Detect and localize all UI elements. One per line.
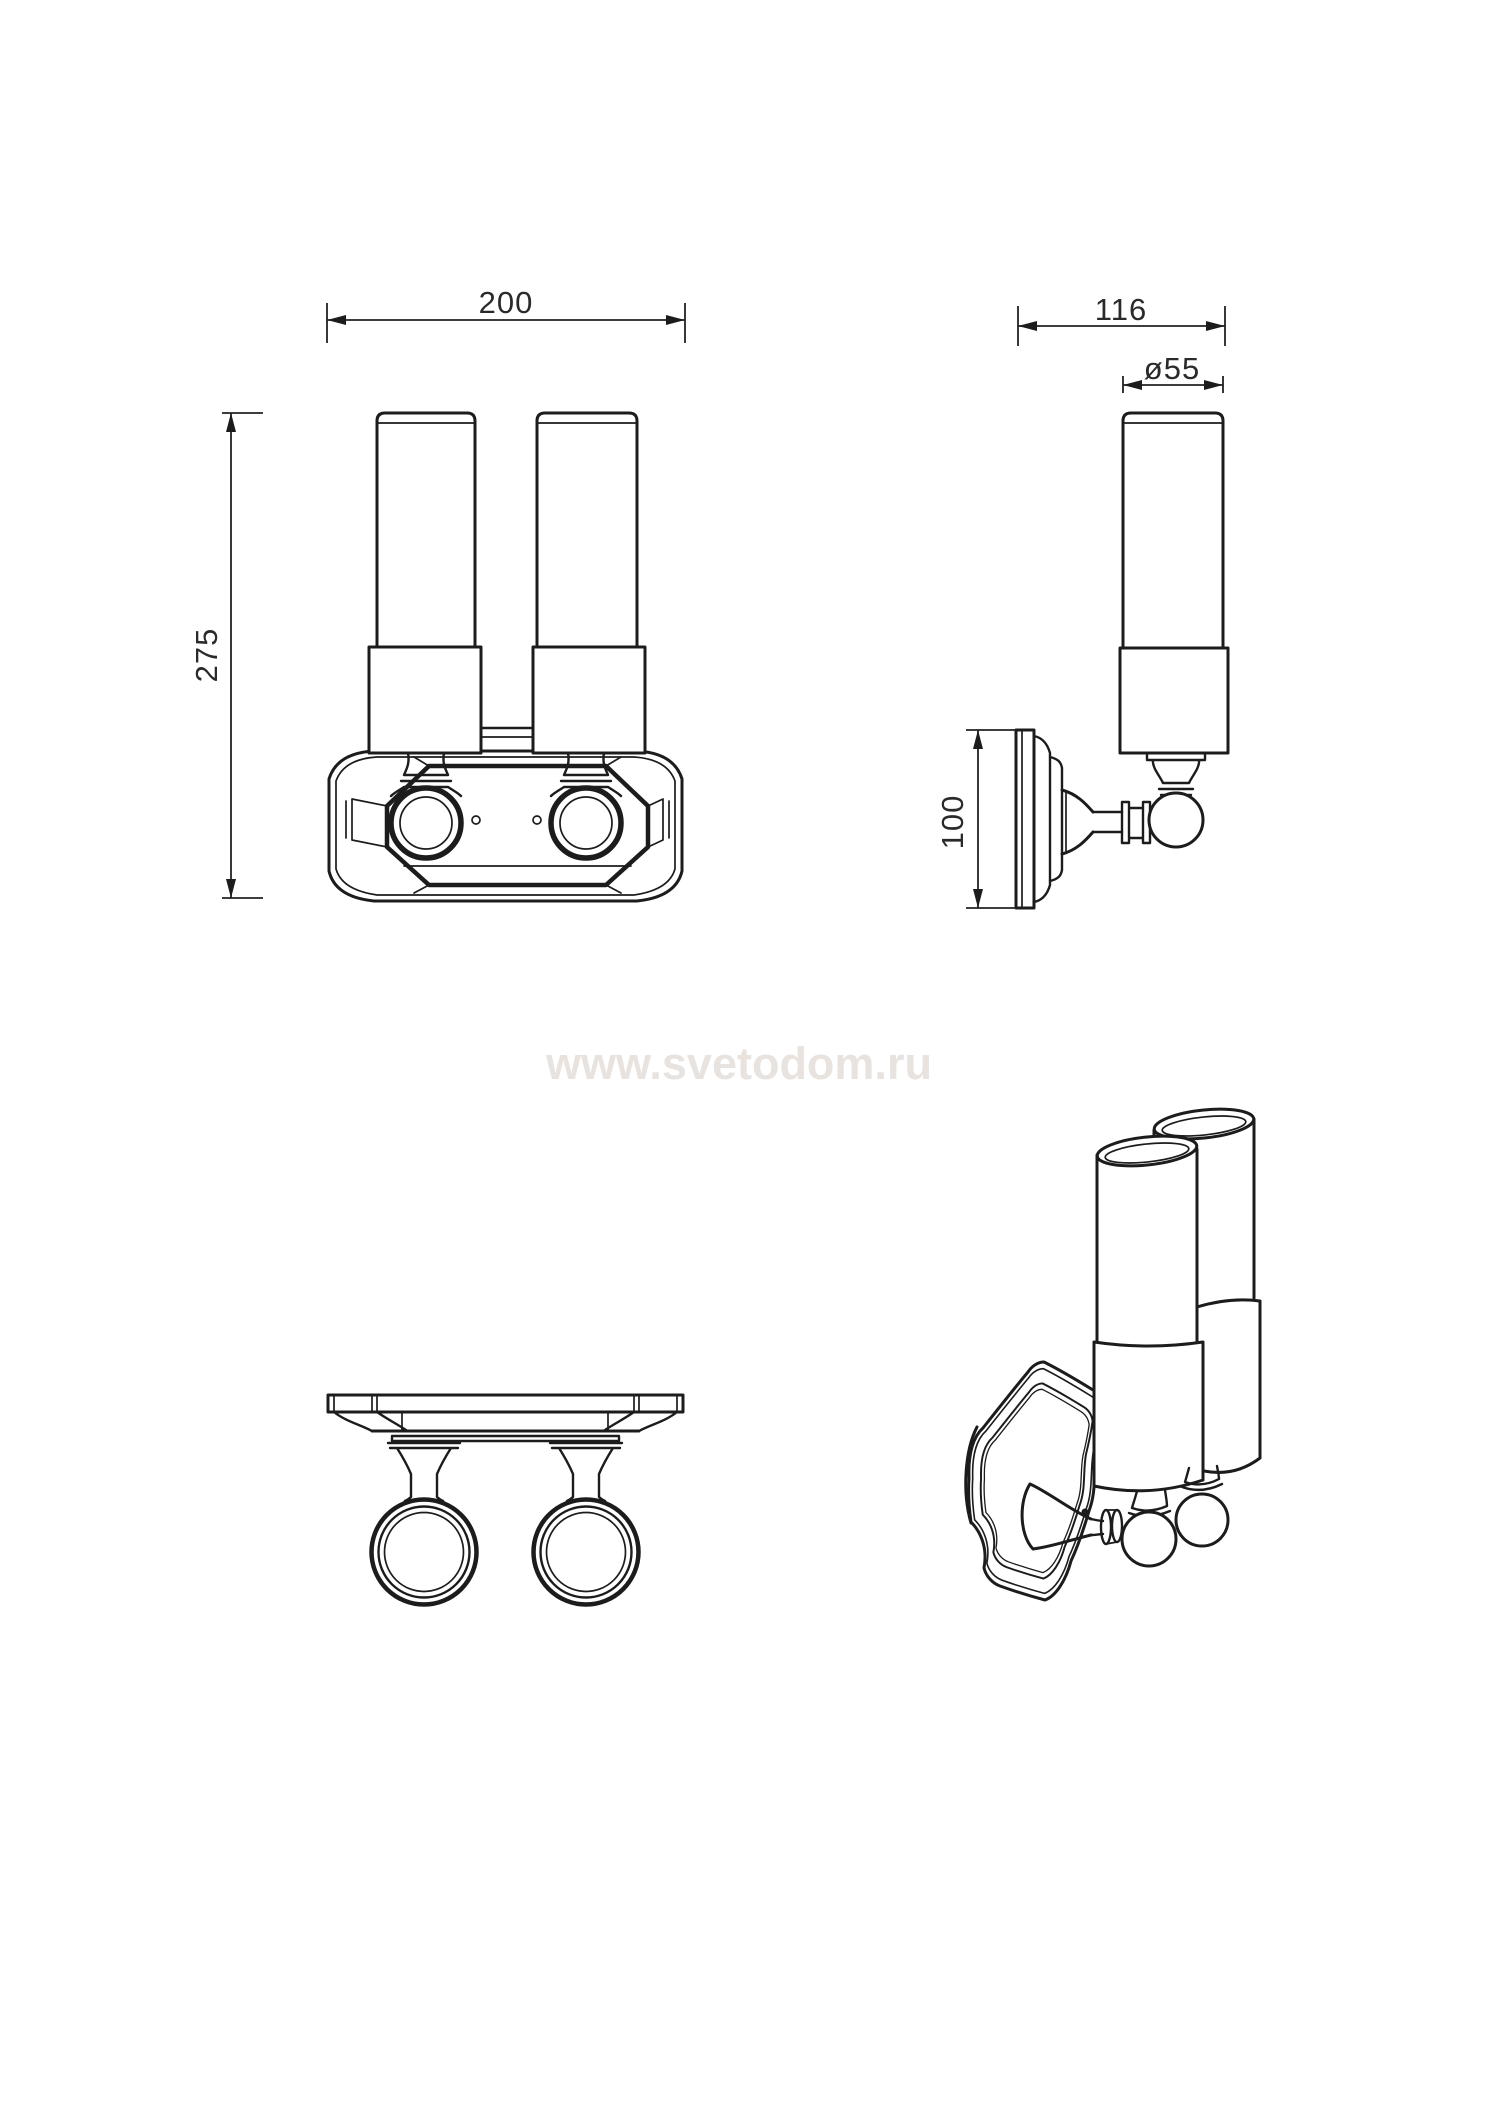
front-screw-hole-right: [533, 816, 541, 824]
persp-backplate: [966, 1362, 1105, 1600]
front-screw-hole-left: [472, 816, 480, 824]
front-socket-cup-left: [369, 647, 481, 753]
front-ring-left: [391, 788, 461, 858]
side-spool: [1122, 802, 1150, 843]
side-arm: [1062, 790, 1156, 854]
dim-front-height-label: 275: [189, 627, 224, 683]
front-view: [329, 413, 682, 901]
dim-backplate-height-label: 100: [935, 794, 970, 850]
front-center-bridge: [481, 728, 533, 737]
dimension-front-width: [327, 285, 685, 343]
side-candle-neck: [1147, 753, 1205, 795]
dimension-side-projection: [1018, 292, 1225, 346]
dim-shade-diameter-label: ø55: [1143, 351, 1201, 386]
dim-side-projection-label: 116: [1094, 292, 1148, 327]
side-view: [1016, 413, 1228, 908]
persp-ball-joint-front: [1122, 1512, 1176, 1566]
front-glass-shade-right: [537, 413, 637, 647]
persp-ball-joint-back: [1176, 1494, 1228, 1546]
persp-socket-cup-back: [1197, 1300, 1260, 1473]
watermark-text: www.svetodom.ru: [546, 1038, 932, 1089]
dimension-shade-diameter: [1123, 351, 1223, 393]
front-backplate: [329, 751, 682, 901]
dimension-backplate-height: [935, 730, 1016, 908]
persp-socket-cup-front: [1094, 1342, 1203, 1491]
side-socket-cup: [1120, 648, 1228, 753]
dim-front-width-label: 200: [478, 285, 534, 320]
top-backplate-edge: [328, 1395, 683, 1441]
dimension-front-height: [189, 413, 263, 898]
top-view: [328, 1395, 683, 1605]
front-ring-right: [551, 788, 621, 858]
top-arm-right: [550, 1443, 622, 1501]
top-ring-right: [534, 1500, 639, 1605]
perspective-view: [966, 1105, 1260, 1600]
persp-glass-shade-front: [1096, 1132, 1198, 1344]
front-glass-shade-left: [377, 413, 475, 647]
top-arm-left: [388, 1443, 460, 1501]
persp-spool: [1101, 1510, 1111, 1544]
side-glass-shade: [1123, 413, 1223, 648]
front-socket-cup-right: [533, 647, 645, 753]
side-backplate: [1016, 730, 1062, 908]
side-ball-joint: [1149, 793, 1203, 847]
top-ring-left: [372, 1500, 477, 1605]
